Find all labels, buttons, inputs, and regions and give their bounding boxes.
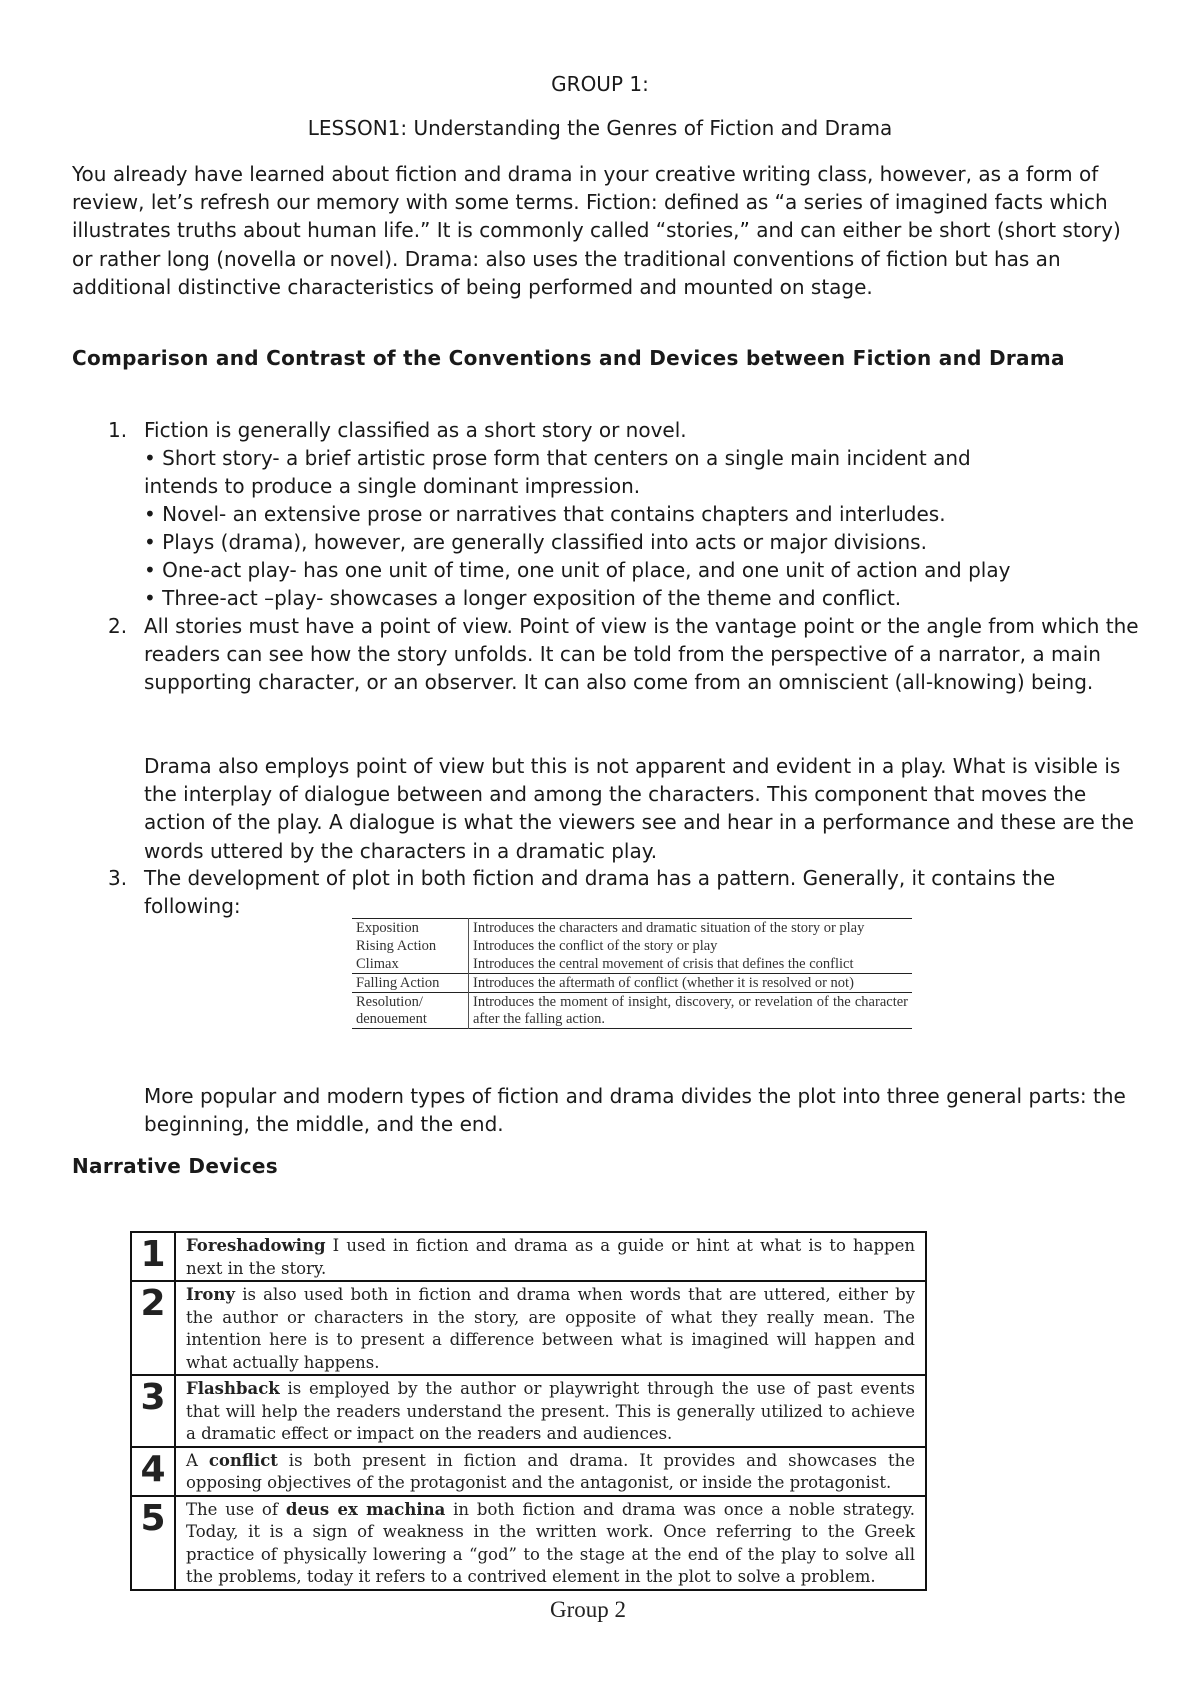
device-description [175,1496,926,1590]
device-text-pre: The use of [186,1499,286,1519]
device-number: 2 [131,1281,175,1375]
table-row [352,955,912,974]
table-row [352,974,912,993]
device-description [175,1447,926,1496]
table-row [352,937,912,955]
table-row [131,1232,926,1281]
list-item-2: All stories must have a point of view. Point of view is the vantage point or the angle from which the readers can see how the story unfolds. It can be told from the perspective of a narrator, a main supporting character, or an observer. It can also come from an omniscient (all-knowing) being. [144,614,1139,695]
plot-term: Exposition [356,920,419,936]
device-term: Flashback [186,1379,280,1398]
device-number: 5 [131,1496,175,1590]
narrative-devices-table [130,1231,927,1591]
plot-term: Falling Action [352,974,469,993]
list-item-3: The development of plot in both fiction and drama has a pattern. Generally, it contains the following: [144,866,1056,919]
device-text-pre: A [186,1450,209,1470]
list-number-2: 2. [108,614,128,638]
table-row [352,993,912,1029]
device-term: Foreshadowing [186,1236,326,1255]
plot-desc: Introduces the aftermath of conflict (whether it is resolved or not) [469,974,913,993]
device-text: in both fiction and drama was once a noble strategy. Today, it is a sign of weakness in the written work. Once referring to the Greek practice of physically lowering a “god” to the stage at the end of the play to solve all the problems, today it refers to a contrived element in the plot to solve a problem. [186,1499,915,1586]
plot-term: Rising Action [356,938,437,954]
list-number-3: 3. [108,866,128,890]
device-description [175,1232,926,1281]
intro-paragraph: You already have learned about fiction and drama in your creative writing class, however, as a form of review, let’s refresh our memory with some terms. Fiction: defined as “a series of imagined facts which illustrates truths about human life.” It is commonly called “stories,” and can either be short (short story) or rather long (novella or novel). Drama: also uses the traditional conventions of fiction but has an additional distinctive characteristics of being performed and mounted on stage. [72,162,1121,299]
list-number-1: 1. [108,418,128,442]
list-item-1-line: Fiction is generally classified as a short story or novel. [144,418,687,442]
device-term: deus ex machina [285,1499,446,1519]
comparison-heading: Comparison and Contrast of the Conventions and Devices between Fiction and Drama [72,346,1065,370]
device-term: conflict [208,1450,278,1470]
lesson-title: LESSON1: Understanding the Genres of Fiction and Drama [307,116,893,140]
plot-structure-table [352,918,912,1029]
list-item-1-line: • Plays (drama), however, are generally classified into acts or major divisions. [144,530,927,554]
list-item-1-line: intends to produce a single dominant impression. [144,474,641,498]
page-footer: Group 2 [550,1597,627,1622]
list-item-1-line: • Novel- an extensive prose or narratives that contains chapters and interludes. [144,502,946,526]
device-number: 3 [131,1375,175,1447]
device-text: is also used both in fiction and drama when words that are uttered, either by the author or characters in the story, are opposite of what they really mean. The intention here is to present a difference between what is imagined will happen and what actually happens. [186,1285,915,1372]
plot-desc: Introduces the characters and dramatic situation of the story or play [469,919,913,938]
table-row [131,1447,926,1496]
device-text: is employed by the author or playwright through the use of past events that will help the readers understand the present. This is generally utilized to achieve a dramatic effect or impact on the readers and audiences. [186,1379,915,1443]
list-item-2-drama: Drama also employs point of view but this is not apparent and evident in a play. What is visible is the interplay of dialogue between and among the characters. This component that moves the action of the play. A dialogue is what the viewers see and hear in a performance and these are the words uttered by the characters in a dramatic play. [144,754,1134,863]
device-number: 4 [131,1447,175,1496]
plot-desc: Introduces the central movement of crisis that defines the conflict [469,955,913,974]
narrative-devices-heading: Narrative Devices [72,1154,278,1178]
device-description [175,1281,926,1375]
device-description [175,1375,926,1447]
table-row [352,919,912,938]
group-title: GROUP 1: [551,72,649,96]
device-number: 1 [131,1232,175,1281]
device-text: is both present in fiction and drama. It provides and showcases the opposing objectives of the protagonist and the antagonist, or inside the protagonist. [186,1450,915,1492]
table-row [131,1281,926,1375]
plot-term: Resolution/ denouement [352,993,469,1029]
list-item-1-line: • Short story- a brief artistic prose form that centers on a single main incident and [144,446,971,470]
table-row [131,1375,926,1447]
table-row [131,1496,926,1590]
plot-desc: Introduces the conflict of the story or play [469,937,913,955]
plot-desc: Introduces the moment of insight, discovery, or revelation of the character after the falling action. [469,993,913,1029]
device-text: I used in fiction and drama as a guide or hint at what is to happen next in the story. [186,1236,915,1278]
device-term: Irony [186,1285,236,1304]
plot-term: Climax [356,956,399,972]
list-item-1-line: • One-act play- has one unit of time, one unit of place, and one unit of action and play [144,558,1011,582]
plot-parts-paragraph: More popular and modern types of fiction and drama divides the plot into three general parts: the beginning, the middle, and the end. [144,1084,1126,1137]
list-item-1-line: • Three-act –play- showcases a longer exposition of the theme and conflict. [144,586,902,610]
